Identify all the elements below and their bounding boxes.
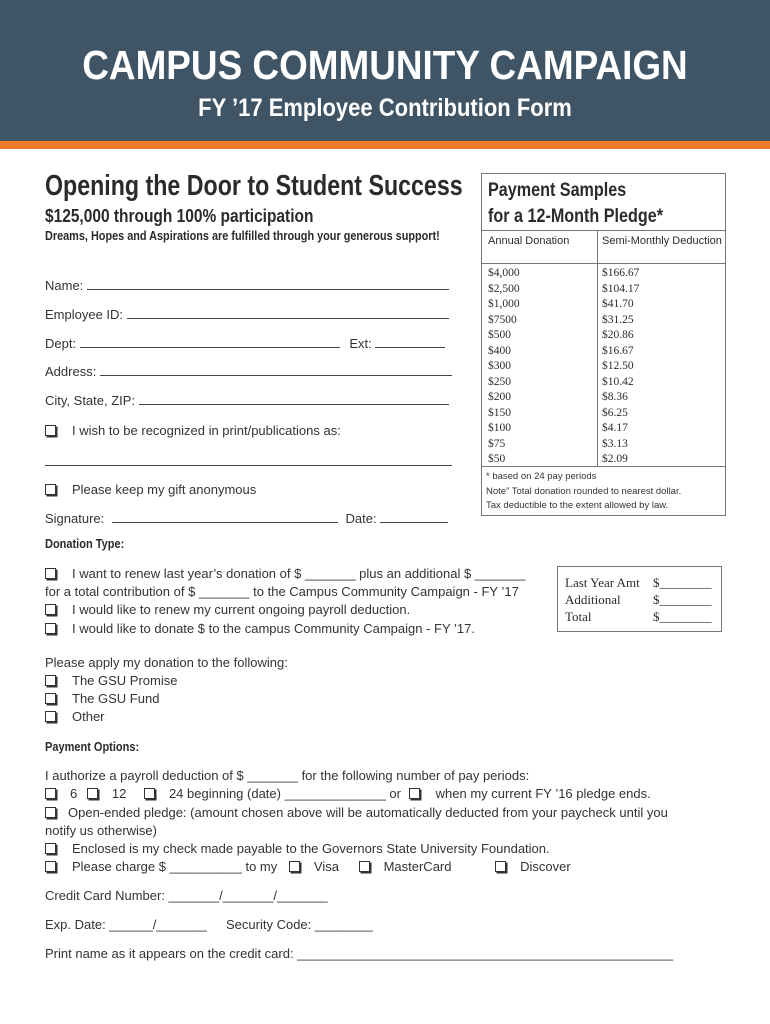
annual-donation-column <box>488 266 520 468</box>
signature-input-line[interactable] <box>112 511 338 523</box>
charge-checkbox[interactable] <box>45 861 56 872</box>
annual-donation-cell: $150 <box>488 406 511 419</box>
annual-donation-cell: $300 <box>488 360 511 372</box>
tagline: Dreams, Hopes and Aspirations are fulfilled through your generous support! <box>45 229 440 243</box>
gsu-fund-checkbox[interactable] <box>45 693 56 704</box>
annual-donation-cell: $4,000 <box>488 267 520 279</box>
additional-input[interactable]: $________ <box>653 592 712 607</box>
page-subtitle: FY ’17 Employee Contribution Form <box>198 94 572 122</box>
semi-monthly-cell: $20.86 <box>602 329 634 341</box>
total-label: Total <box>565 609 592 624</box>
print-name-field[interactable]: Print name as it appears on the credit card: ____________________________________________________ <box>45 946 674 961</box>
payment-samples-header-row <box>482 230 725 264</box>
semi-monthly-column <box>602 266 639 468</box>
goal-text: $125,000 through 100% participation <box>45 206 314 226</box>
last-year-label: Last Year Amt <box>565 575 640 590</box>
semi-monthly-cell: $4.17 <box>602 422 628 434</box>
recognition-input-line[interactable] <box>45 455 452 466</box>
intro-heading: Opening the Door to Student Success <box>45 170 463 202</box>
period-6-checkbox[interactable] <box>45 788 56 799</box>
annual-donation-cell: $50 <box>488 453 506 465</box>
employee-id-field[interactable]: Employee ID: <box>45 307 449 322</box>
signature-field[interactable]: Signature: Date: <box>45 511 448 526</box>
recognition-checkbox[interactable] <box>45 425 56 436</box>
anonymous-option[interactable]: Please keep my gift anonymous <box>45 482 256 497</box>
period-12-checkbox[interactable] <box>87 788 98 799</box>
renew-ongoing-checkbox[interactable] <box>45 604 56 615</box>
annual-donation-cell: $100 <box>488 422 511 434</box>
period-24-checkbox[interactable] <box>144 788 155 799</box>
annual-donation-cell: $250 <box>488 375 511 388</box>
note-pay-periods: * based on 24 pay periods <box>486 471 597 482</box>
additional-label: Additional <box>565 592 621 607</box>
ext-input-line[interactable] <box>375 336 445 348</box>
semi-monthly-cell: $41.70 <box>602 298 634 310</box>
note-tax: Tax deductible to the extent allowed by law. <box>486 500 669 511</box>
option-other[interactable]: Other <box>45 709 105 724</box>
payment-samples-box <box>481 173 726 516</box>
pay-period-options[interactable]: 6 12 24 beginning (date) ______________ or when my current FY ’16 pledge ends. <box>45 786 651 801</box>
last-year-input[interactable]: $________ <box>653 575 712 590</box>
annual-donation-cell: $2,500 <box>488 282 520 295</box>
payment-samples-footer <box>482 466 725 511</box>
semi-monthly-cell: $3.13 <box>602 437 628 450</box>
employee-id-input-line[interactable] <box>127 307 449 319</box>
date-input-line[interactable] <box>380 511 448 523</box>
open-ended-text-cont: notify us otherwise) <box>45 823 157 838</box>
mastercard-checkbox[interactable] <box>359 861 370 872</box>
renew-checkbox[interactable] <box>45 568 56 579</box>
option-gsu-fund[interactable]: The GSU Fund <box>45 691 159 706</box>
dept-field[interactable]: Dept: Ext: <box>45 336 445 351</box>
total-input[interactable]: $________ <box>653 609 712 624</box>
page-title: CAMPUS COMMUNITY CAMPAIGN <box>82 42 688 88</box>
semi-monthly-cell: $8.36 <box>602 391 628 403</box>
donate-option[interactable]: I would like to donate $ to the campus Community Campaign - FY ’17. <box>45 621 475 636</box>
semi-monthly-cell: $6.25 <box>602 406 628 419</box>
annual-donation-cell: $400 <box>488 344 511 357</box>
semi-monthly-cell: $10.42 <box>602 375 634 388</box>
discover-checkbox[interactable] <box>495 861 506 872</box>
name-input-line[interactable] <box>87 278 449 290</box>
semi-monthly-cell: $2.09 <box>602 453 628 465</box>
column-divider <box>597 230 598 466</box>
gsu-promise-checkbox[interactable] <box>45 675 56 686</box>
payment-samples-title: Payment Samples for a 12-Month Pledge* <box>488 180 663 227</box>
open-ended-checkbox[interactable] <box>45 807 56 818</box>
address-field[interactable]: Address: <box>45 364 452 379</box>
annual-donation-cell: $7500 <box>488 313 517 326</box>
donate-checkbox[interactable] <box>45 623 56 634</box>
option-gsu-promise[interactable]: The GSU Promise <box>45 673 177 688</box>
visa-checkbox[interactable] <box>289 861 300 872</box>
open-ended-option[interactable]: Open-ended pledge: (amount chosen above will be automatically deducted from your paycheck until you <box>45 805 668 820</box>
payment-options-heading: Payment Options: <box>45 740 140 754</box>
apply-heading: Please apply my donation to the following: <box>45 655 288 670</box>
semi-monthly-header: Semi-Monthly Deduction <box>602 235 722 247</box>
totals-box <box>557 566 722 632</box>
semi-monthly-cell: $31.25 <box>602 313 634 326</box>
check-checkbox[interactable] <box>45 843 56 854</box>
address-input-line[interactable] <box>100 364 452 376</box>
annual-donation-cell: $200 <box>488 391 511 403</box>
security-code-field[interactable]: Security Code: ________ <box>226 917 373 932</box>
annual-donation-header: Annual Donation <box>488 235 570 247</box>
city-state-zip-field[interactable]: City, State, ZIP: <box>45 393 449 408</box>
anonymous-checkbox[interactable] <box>45 484 56 495</box>
semi-monthly-cell: $16.67 <box>602 344 634 357</box>
renew-option[interactable]: I want to renew last year’s donation of $ _______ plus an additional $ _______ <box>45 566 525 581</box>
annual-donation-cell: $500 <box>488 329 511 341</box>
semi-monthly-cell: $166.67 <box>602 267 640 279</box>
other-checkbox[interactable] <box>45 711 56 722</box>
semi-monthly-cell: $104.17 <box>602 282 640 295</box>
name-field[interactable]: Name: <box>45 278 449 293</box>
city-input-line[interactable] <box>139 393 449 405</box>
dept-input-line[interactable] <box>80 336 340 348</box>
note-rounded: Note” Total donation rounded to nearest dollar. <box>486 486 682 497</box>
semi-monthly-cell: $12.50 <box>602 360 634 372</box>
pledge-ends-checkbox[interactable] <box>409 788 420 799</box>
renew-total-text: for a total contribution of $ _______ to the Campus Community Campaign - FY ’17 <box>45 584 519 599</box>
orange-stripe <box>0 141 770 149</box>
donation-type-heading: Donation Type: <box>45 537 125 551</box>
recognition-option[interactable]: I wish to be recognized in print/publications as: <box>45 423 341 438</box>
authorize-text: I authorize a payroll deduction of $ _______ for the following number of pay periods: <box>45 768 530 783</box>
annual-donation-cell: $75 <box>488 437 506 450</box>
charge-option[interactable]: Please charge $ __________ to my Visa MasterCard Discover <box>45 859 571 874</box>
credit-card-number-field[interactable]: Credit Card Number: _______/_______/_______ <box>45 888 328 903</box>
check-option[interactable]: Enclosed is my check made payable to the Governors State University Foundation. <box>45 841 550 856</box>
exp-date-field[interactable]: Exp. Date: ______/_______ <box>45 917 207 932</box>
renew-ongoing-option[interactable]: I would like to renew my current ongoing payroll deduction. <box>45 602 410 617</box>
annual-donation-cell: $1,000 <box>488 298 520 310</box>
